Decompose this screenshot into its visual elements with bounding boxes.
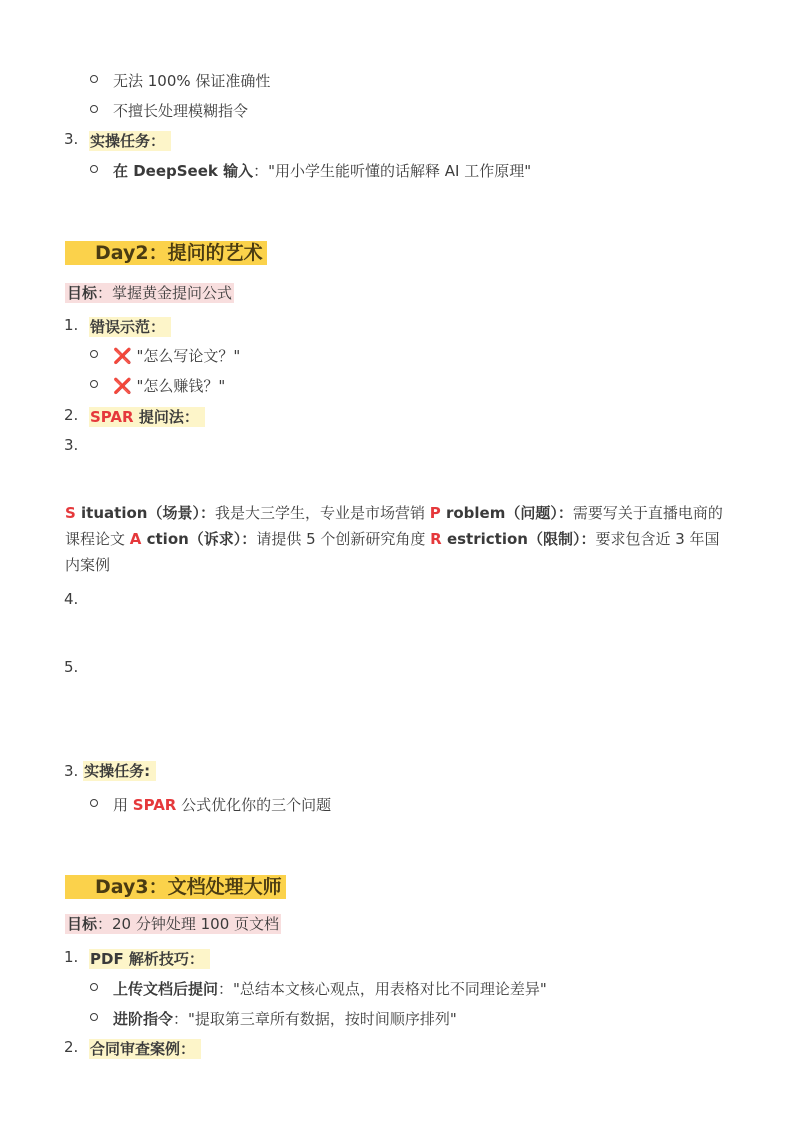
goal-text: ：20 分钟处理 100 页文档 [97,915,280,933]
bullet-marker [90,1013,98,1021]
task-bold: 在 DeepSeek 输入 [113,162,254,180]
pdf-tips-label: PDF 解析技巧： [89,949,210,969]
list-number: 3. [64,436,79,454]
contract-review-label: 合同审查案例： [89,1039,201,1059]
task-text: ："用小学生能听懂的话解释 AI 工作原理" [253,162,532,180]
spar-s-text: 我是大三学生，专业是市场营销 [214,504,430,522]
bullet-marker [90,165,98,173]
spar-r-label: estriction（限制）： [441,530,596,548]
cross-icon: ❌ [113,377,132,395]
day3-heading: Day3：文档处理大师 [65,875,286,899]
spar-red: SPAR [90,408,134,426]
spar-r: R [430,530,442,548]
spar-s-label: ituation（场景）： [75,504,215,522]
sub-bold: 进阶指令 [113,1010,174,1028]
wrong-example-text: "怎么赚钱？" [136,377,226,395]
spar-a-label: ction（诉求）： [141,530,257,548]
sub-bold: 上传文档后提问 [113,980,219,998]
bullet-marker [90,983,98,991]
task-spar: SPAR [132,796,177,814]
day3-goal [65,913,281,934]
spar-p: P [429,504,441,522]
practice-task-label: 实操任务： [89,131,171,151]
task-suffix: 公式优化你的三个问题 [176,796,332,814]
bullet-marker [90,75,98,83]
spar-p-label: roblem（问题）： [440,504,573,522]
list-number: 2. [64,1038,79,1056]
bullet-text: 无法 100% 保证准确性 [113,72,271,90]
task-prefix: 用 [113,796,133,814]
bullet-marker [90,350,98,358]
spar-paragraph [65,500,725,578]
goal-label: 目标 [67,915,98,933]
spar-a: A [129,530,142,548]
list-number: 3. [64,762,79,780]
spar-a-text: 请提供 5 个创新研究角度 [256,530,431,548]
practice-task-label: 实操任务: [83,761,156,781]
list-number: 2. [64,406,79,424]
list-number: 4. [64,590,79,608]
cross-icon: ❌ [113,347,132,365]
wrong-example-label: 错误示范： [89,317,171,337]
wrong-example-text: "怎么写论文？" [136,347,241,365]
list-number: 1. [64,948,79,966]
list-number: 1. [64,316,79,334]
bullet-marker [90,380,98,388]
bullet-text: 不擅长处理模糊指令 [113,102,249,120]
spar-r-text: 要求包含近 3 年国内案例 [65,530,720,574]
day2-goal [65,282,234,303]
spar-s: S [65,504,76,522]
goal-text: ：掌握黄金提问公式 [97,284,233,302]
list-number: 5. [64,658,79,676]
goal-label: 目标 [67,284,98,302]
bullet-marker [90,799,98,807]
day2-heading: Day2：提问的艺术 [65,241,267,265]
sub-text: ："总结本文核心观点，用表格对比不同理论差异" [218,980,547,998]
sub-text: ："提取第三章所有数据，按时间顺序排列" [173,1010,457,1028]
day2-practice-task [64,760,156,781]
bullet-marker [90,105,98,113]
spar-label: 提问法： [133,408,199,426]
spar-p-text: 需要写关于直播电商的课程论文 [65,504,723,548]
list-number: 3. [64,130,79,148]
